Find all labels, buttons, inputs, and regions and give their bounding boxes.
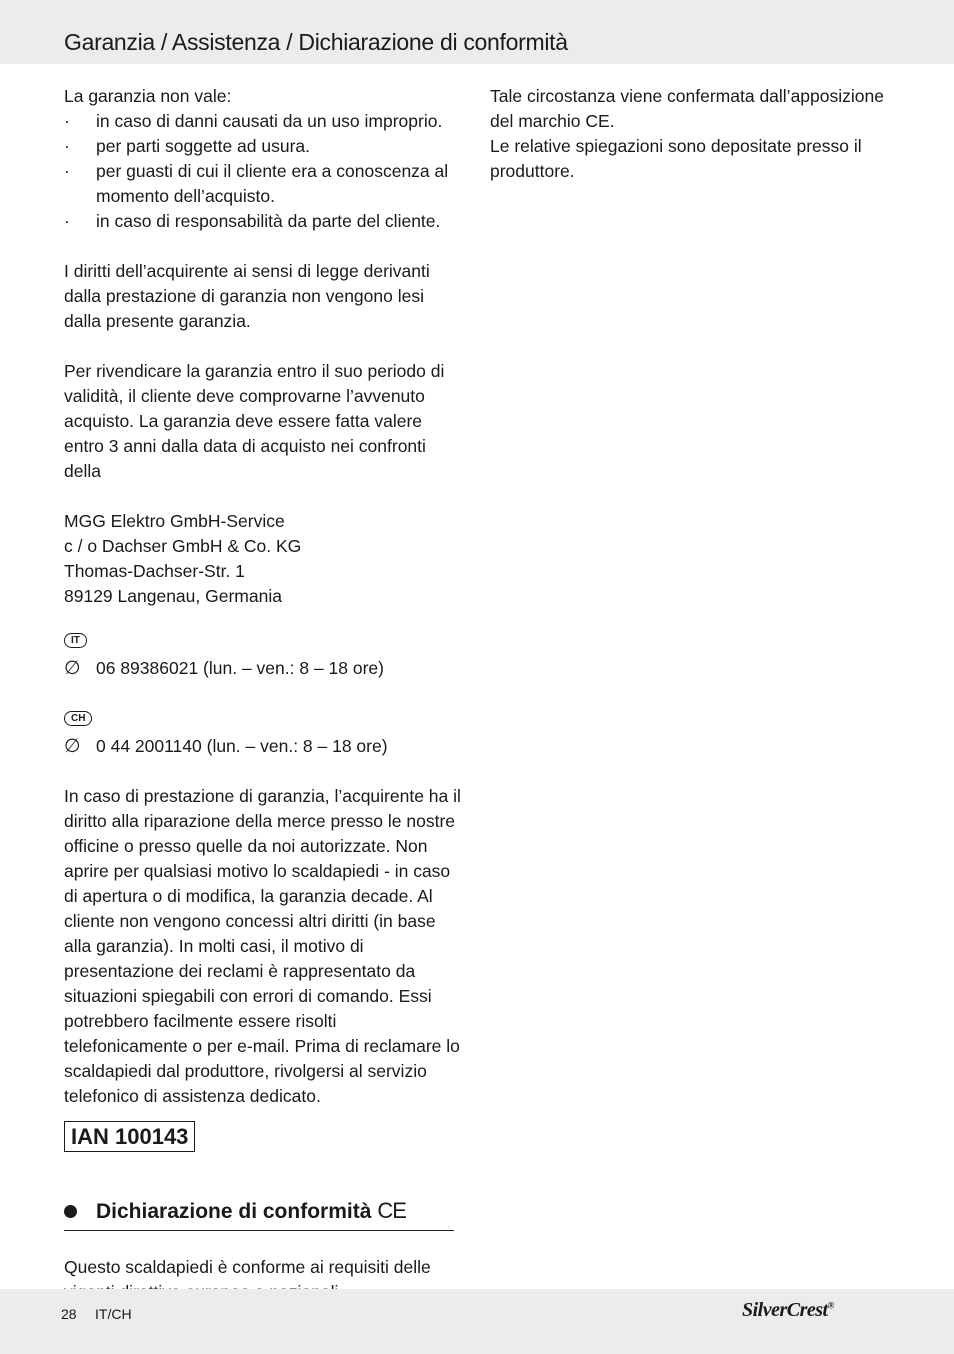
list-item-text: per guasti di cui il cliente era a conoscenza al momento dell’acquisto. xyxy=(96,161,449,206)
service-paragraph: In caso di prestazione di garanzia, l’acquirente ha il diritto alla riparazione della merce presso le nostre officine o presso quelle da noi autorizzate. Non aprire per qualsiasi motivo lo scaldapiedi - in caso di apertura o di modifica, la garanzia decade. Al cliente non vengono concessi altri diritti (in base alla garanzia). In molti casi, il motivo di presentazione dei reclami è rappresentato da situazioni spiegabili con errori di comando. Essi potrebbero facilmente essere risolti telefonicamente o per e-mail. Prima di reclamare lo scaldapiedi dal produttore, rivolgersi al servizio telefonico di assistenza dedicato. xyxy=(64,786,461,1106)
registered-mark: ® xyxy=(827,1300,834,1311)
phone-row xyxy=(64,734,464,759)
warranty-claim-paragraph: Per rivendicare la garanzia entro il suo periodo di validità, il cliente deve comprovarne l’avvenuto acquisto. La garanzia deve essere fatta valere entro 3 anni dalla data di acquisto nei confronti della xyxy=(64,361,445,481)
list-item xyxy=(64,209,464,234)
contact-ch xyxy=(64,703,464,759)
page-number: 28 xyxy=(61,1306,77,1322)
right-column xyxy=(490,84,890,184)
ce-paragraph: Tale circostanza viene confermata dall’apposizione del marchio CE. xyxy=(490,86,884,131)
left-column xyxy=(64,84,464,1305)
section-title: Dichiarazione di conformità xyxy=(96,1200,372,1223)
ian-box: IAN 100143 xyxy=(64,1121,195,1152)
phone-number: 06 89386021 (lun. – ven.: 8 – 18 ore) xyxy=(96,658,384,678)
contact-it xyxy=(64,625,464,681)
phone-number: 0 44 2001140 (lun. – ven.: 8 – 18 ore) xyxy=(96,736,388,756)
bullet-marker: · xyxy=(64,161,70,181)
country-badge: CH xyxy=(64,711,92,726)
page-footer xyxy=(0,1289,954,1354)
warranty-exclusions-intro: La garanzia non vale: xyxy=(64,86,232,106)
ce-mark-icon: CE xyxy=(377,1198,406,1223)
address-line: MGG Elektro GmbH-Service xyxy=(64,511,285,531)
brand-name: SilverCrest xyxy=(742,1299,828,1321)
documentation-paragraph: Le relative spiegazioni sono depositate presso il produttore. xyxy=(490,136,862,181)
phone-row xyxy=(64,656,464,681)
list-item xyxy=(64,134,464,159)
bullet-marker: · xyxy=(64,136,70,156)
service-address xyxy=(64,509,464,609)
list-item-text: in caso di responsabilità da parte del cliente. xyxy=(96,211,441,231)
list-item-text: in caso di danni causati da un uso improprio. xyxy=(96,111,443,131)
brand-logo xyxy=(742,1299,834,1322)
page-title: Garanzia / Assistenza / Dichiarazione di conformità xyxy=(64,29,568,55)
conformity-section-heading xyxy=(64,1196,454,1231)
country-badge: IT xyxy=(64,633,87,648)
address-line: c / o Dachser GmbH & Co. KG xyxy=(64,536,302,556)
buyer-rights-paragraph: I diritti dell’acquirente ai sensi di legge derivanti dalla prestazione di garanzia non vengono lesi dalla presente garanzia. xyxy=(64,261,430,331)
bullet-marker: · xyxy=(64,111,70,131)
address-line: Thomas-Dachser-Str. 1 xyxy=(64,561,245,581)
list-item xyxy=(64,109,464,134)
heading-bullet-icon xyxy=(64,1205,77,1218)
bullet-marker: · xyxy=(64,211,70,231)
phone-icon: ∅ xyxy=(64,658,81,679)
list-item xyxy=(64,159,464,209)
phone-icon: ∅ xyxy=(64,736,81,757)
address-line: 89129 Langenau, Germania xyxy=(64,586,282,606)
conformity-paragraph: Questo scaldapiedi è conforme ai requisiti delle xyxy=(64,1257,431,1277)
language-code: IT/CH xyxy=(95,1306,132,1322)
page-header xyxy=(0,0,954,64)
list-item-text: per parti soggette ad usura. xyxy=(96,136,311,156)
warranty-exclusions-list xyxy=(64,109,464,234)
